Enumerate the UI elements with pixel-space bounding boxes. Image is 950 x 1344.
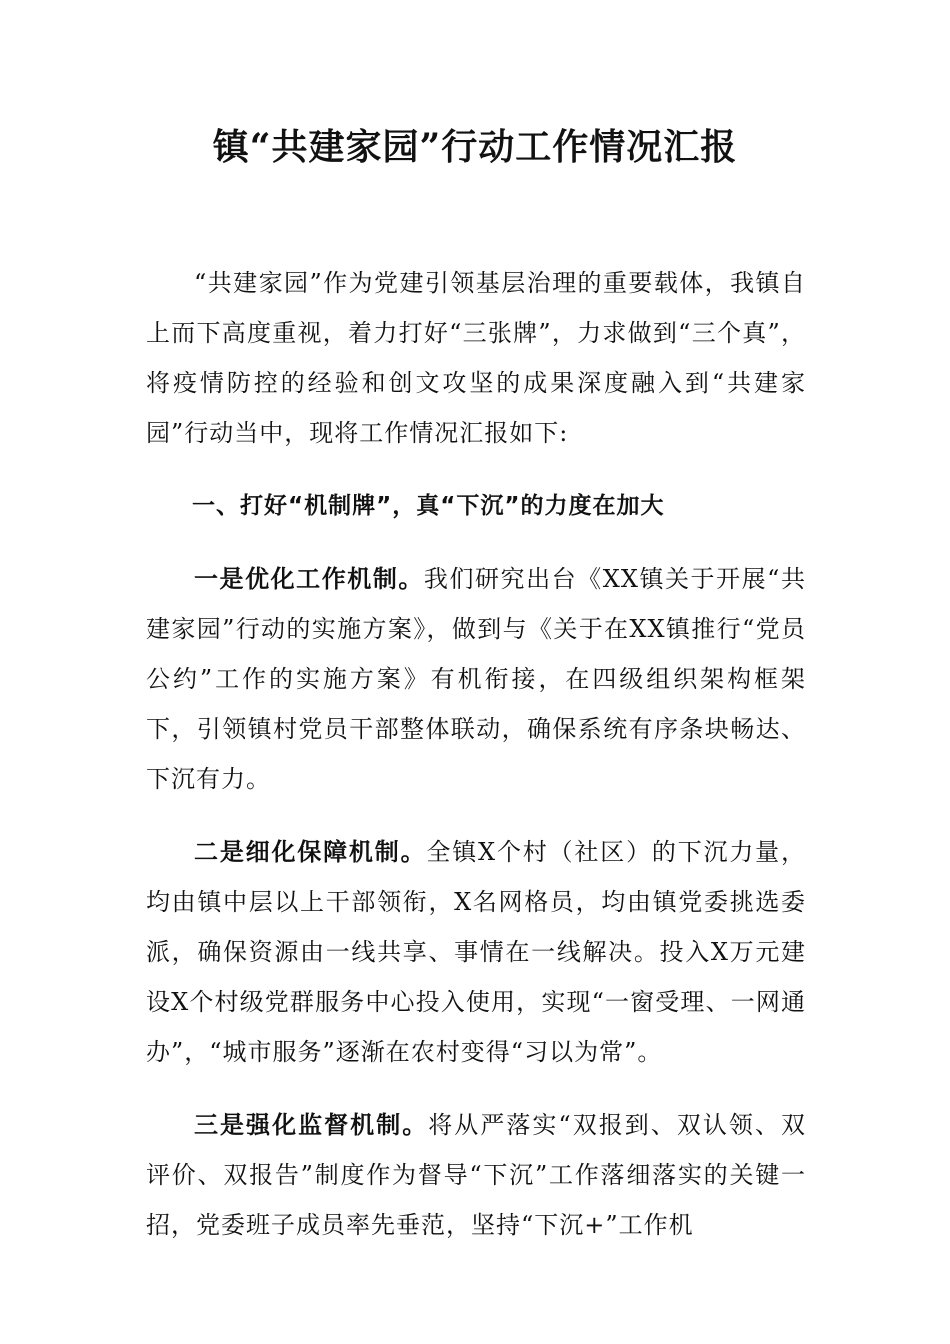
- paragraph-item-3: [146, 1100, 806, 1250]
- item-lead: 一是优化工作机制。: [194, 564, 424, 593]
- item-lead: 三是强化监督机制。: [194, 1110, 429, 1139]
- intro-paragraph: “共建家园”作为党建引领基层治理的重要载体，我镇自上而下高度重视，着力打好“三张牌”，力求做到“三个真”，将疫情防控的经验和创文攻坚的成果深度融入到“共建家园”行动当中，现将工作情况汇报如下:: [146, 269, 806, 447]
- item-lead: 二是细化保障机制。: [194, 837, 427, 866]
- item-text: 我们研究出台《XX镇关于开展“共建家园”行动的实施方案》，做到与《关于在XX镇推行“党员公约”工作的实施方案》有机衔接，在四级组织架构框架下，引领镇村党员干部整体联动，确保系统有序条块畅达、下沉有力。: [146, 565, 806, 793]
- paragraph-item-1: [146, 554, 806, 804]
- document-body: [146, 258, 806, 1250]
- item-text: 将从严落实“双报到、双认领、双评价、双报告”制度作为督导“下沉”工作落细落实的关键一招，党委班子成员率先垂范，坚持“下沉+”工作机: [146, 1111, 806, 1239]
- paragraph-item-2: [146, 827, 806, 1077]
- section-heading: 一、打好“机制牌”，真“下沉”的力度在加大: [192, 493, 665, 519]
- item-text: 全镇X个村（社区）的下沉力量，均由镇中层以上干部领衔，X名网格员，均由镇党委挑选委派，确保资源由一线共享、事情在一线解决。投入X万元建设X个村级党群服务中心投入使用，实现“一窗受理、一网通办”，“城市服务”逐渐在农村变得“习以为常”。: [146, 838, 806, 1066]
- document-title: 镇“共建家园”行动工作情况汇报: [212, 126, 738, 168]
